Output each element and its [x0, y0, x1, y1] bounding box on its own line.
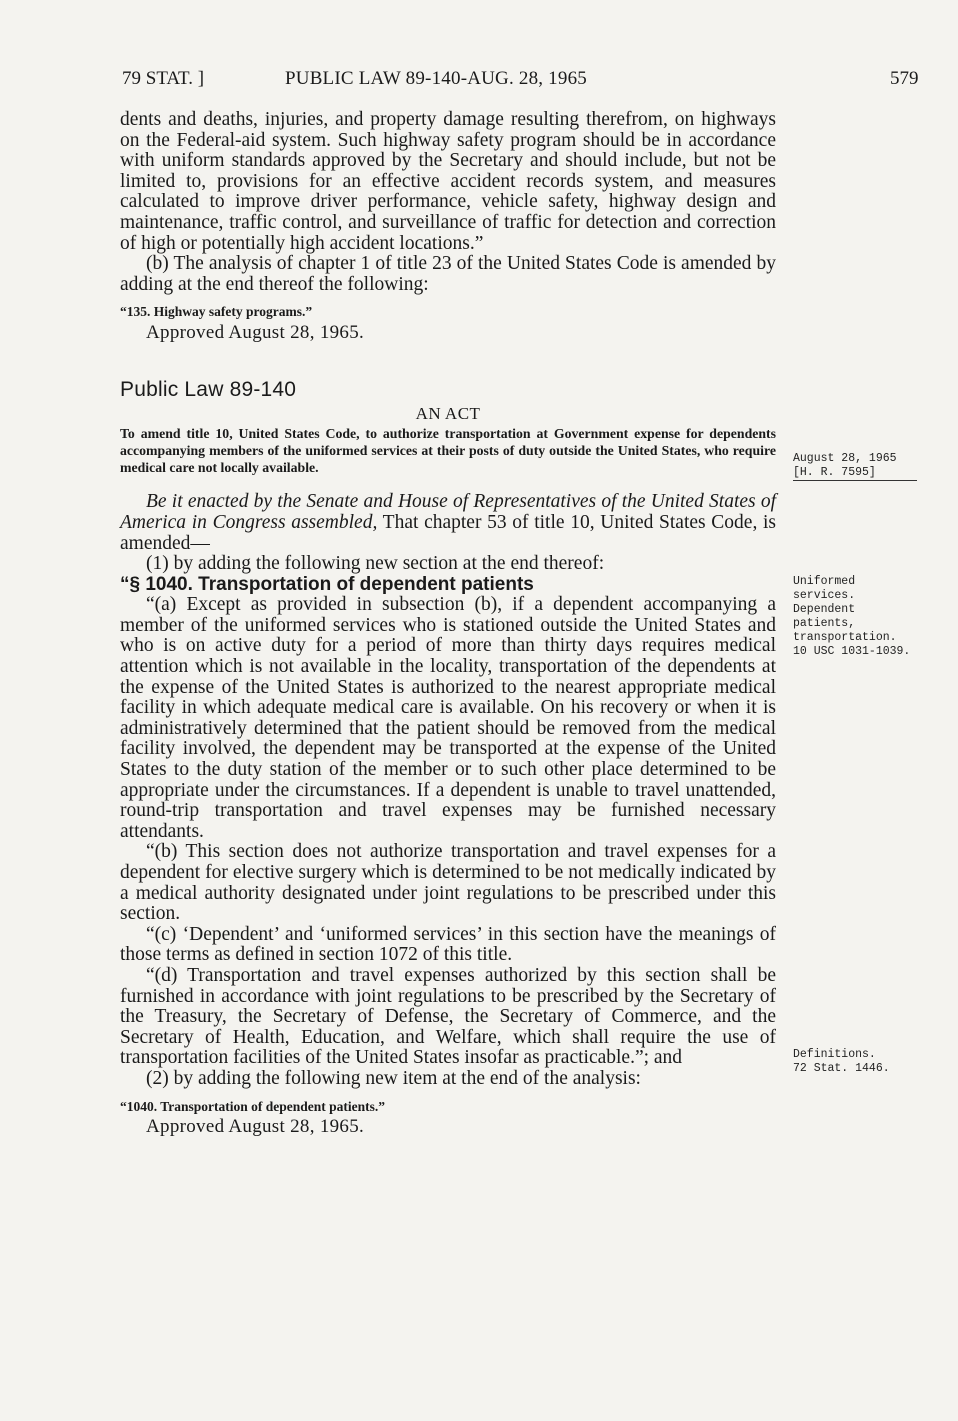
subsection-c: “(c) ‘Dependent’ and ‘uniformed services’ in this section have the meanings of those terms as defined in section 1072 of this title.: [120, 923, 776, 966]
analysis-item: “135. Highway safety programs.”: [120, 304, 313, 320]
margin-uniformed-services: Uniformed services.: [793, 575, 856, 602]
amendment-item-1: (1) by adding the following new section at the end thereof:: [146, 553, 605, 575]
section-heading: “§ 1040. Transportation of dependent patients: [120, 573, 534, 595]
subsection-d: “(d) Transportation and travel expenses authorized by this section shall be furnished in accordance with joint regulations to be prescribed by the Secretary of the Treasury, the Secretary of Defense, the Secretary of Commerce, and the Secretary of Health, Education, and Welfare, which shall require the use of transportation facilities of the United States insofar as practicable.”; and: [120, 964, 776, 1069]
margin-dependent-patients: Dependent patients, transportation.: [793, 603, 897, 644]
subsection-a: “(a) Except as provided in subsection (b), if a dependent accompanying a member of the uniformed services who is stationed outside the United States and who is on active duty for a period of more than thirty days requires medical attention which is not available in the locality, transportation of the dependents at the expense of the United States is authorized to the nearest appropriate medical facility in which adequate medical care is available. On his recovery or when it is administratively determined that the patient should be removed from the medical facility involved, the dependent may be transported at the expense of the United States to the duty station of the member or to such other place determined to be appropriate under the circumstances. If a dependent is unable to travel unattended, round-trip transportation and travel expenses may be furnished necessary attendants.: [120, 594, 776, 842]
act-heading: AN ACT: [415, 404, 481, 424]
running-head-title: PUBLIC LAW 89-140-AUG. 28, 1965: [285, 68, 587, 89]
carryover-paragraph: dents and deaths, injuries, and property damage resulting therefrom, on highways on the Federal-aid system. Such highway safety program should be in accordance with uniform standards approved by the Secretary and should include, but not be limited to, provisions for an effective accident records system, and measures calculated to improve driver performance, vehicle safety, highway design and maintenance, traffic control, and surveillance of traffic for detection and correction of high or potentially high accident locations.”: [120, 109, 776, 254]
margin-bill: [H. R. 7595]: [793, 466, 917, 481]
margin-usc: 10 USC 1031-1039.: [793, 645, 911, 658]
public-law-number: Public Law 89-140: [120, 377, 297, 401]
main-text: [120, 110, 776, 1138]
margin-date: August 28, 1965: [793, 452, 897, 465]
margin-definitions: Definitions.: [793, 1048, 876, 1061]
act-purpose: To amend title 10, United States Code, to authorize transportation at Government expense for dependents accompanying members of the uniformed services at their posts of duty outside the United States, who require medical care not locally available.: [120, 425, 776, 476]
enacting-clause-italic: Be it enacted by the Senate and House of Representatives of the United States of America in Congress assembled,: [120, 491, 776, 533]
analysis-amendment-paragraph: (b) The analysis of chapter 1 of title 23 of the United States Code is amended by adding at the end thereof the following:: [120, 253, 776, 295]
running-head: [122, 68, 922, 94]
enacting-clause: [120, 492, 776, 554]
page-number: 579: [890, 68, 919, 89]
stat-volume: 79 STAT. ]: [122, 68, 205, 89]
subsection-b: “(b) This section does not authorize transportation and travel expenses for a dependent for elective surgery which is determined to be not medically indicated by a medical authority designated under joint regulations to be prescribed under this section.: [120, 841, 776, 925]
approval-line: Approved August 28, 1965.: [146, 321, 365, 343]
analysis-item-1040: “1040. Transportation of dependent patients.”: [120, 1098, 386, 1114]
margin-date-note: [793, 452, 933, 481]
margin-definitions-note: [793, 1048, 933, 1076]
enacting-clause-rest: That chapter 53 of title 10, United States Code, is amended—: [120, 511, 776, 554]
amendment-item-2: (2) by adding the following new item at the end of the analysis:: [146, 1067, 641, 1089]
margin-subject-notes: [793, 575, 921, 659]
margin-stat: 72 Stat. 1446.: [793, 1062, 890, 1075]
approval-line-2: Approved August 28, 1965.: [146, 1116, 365, 1138]
